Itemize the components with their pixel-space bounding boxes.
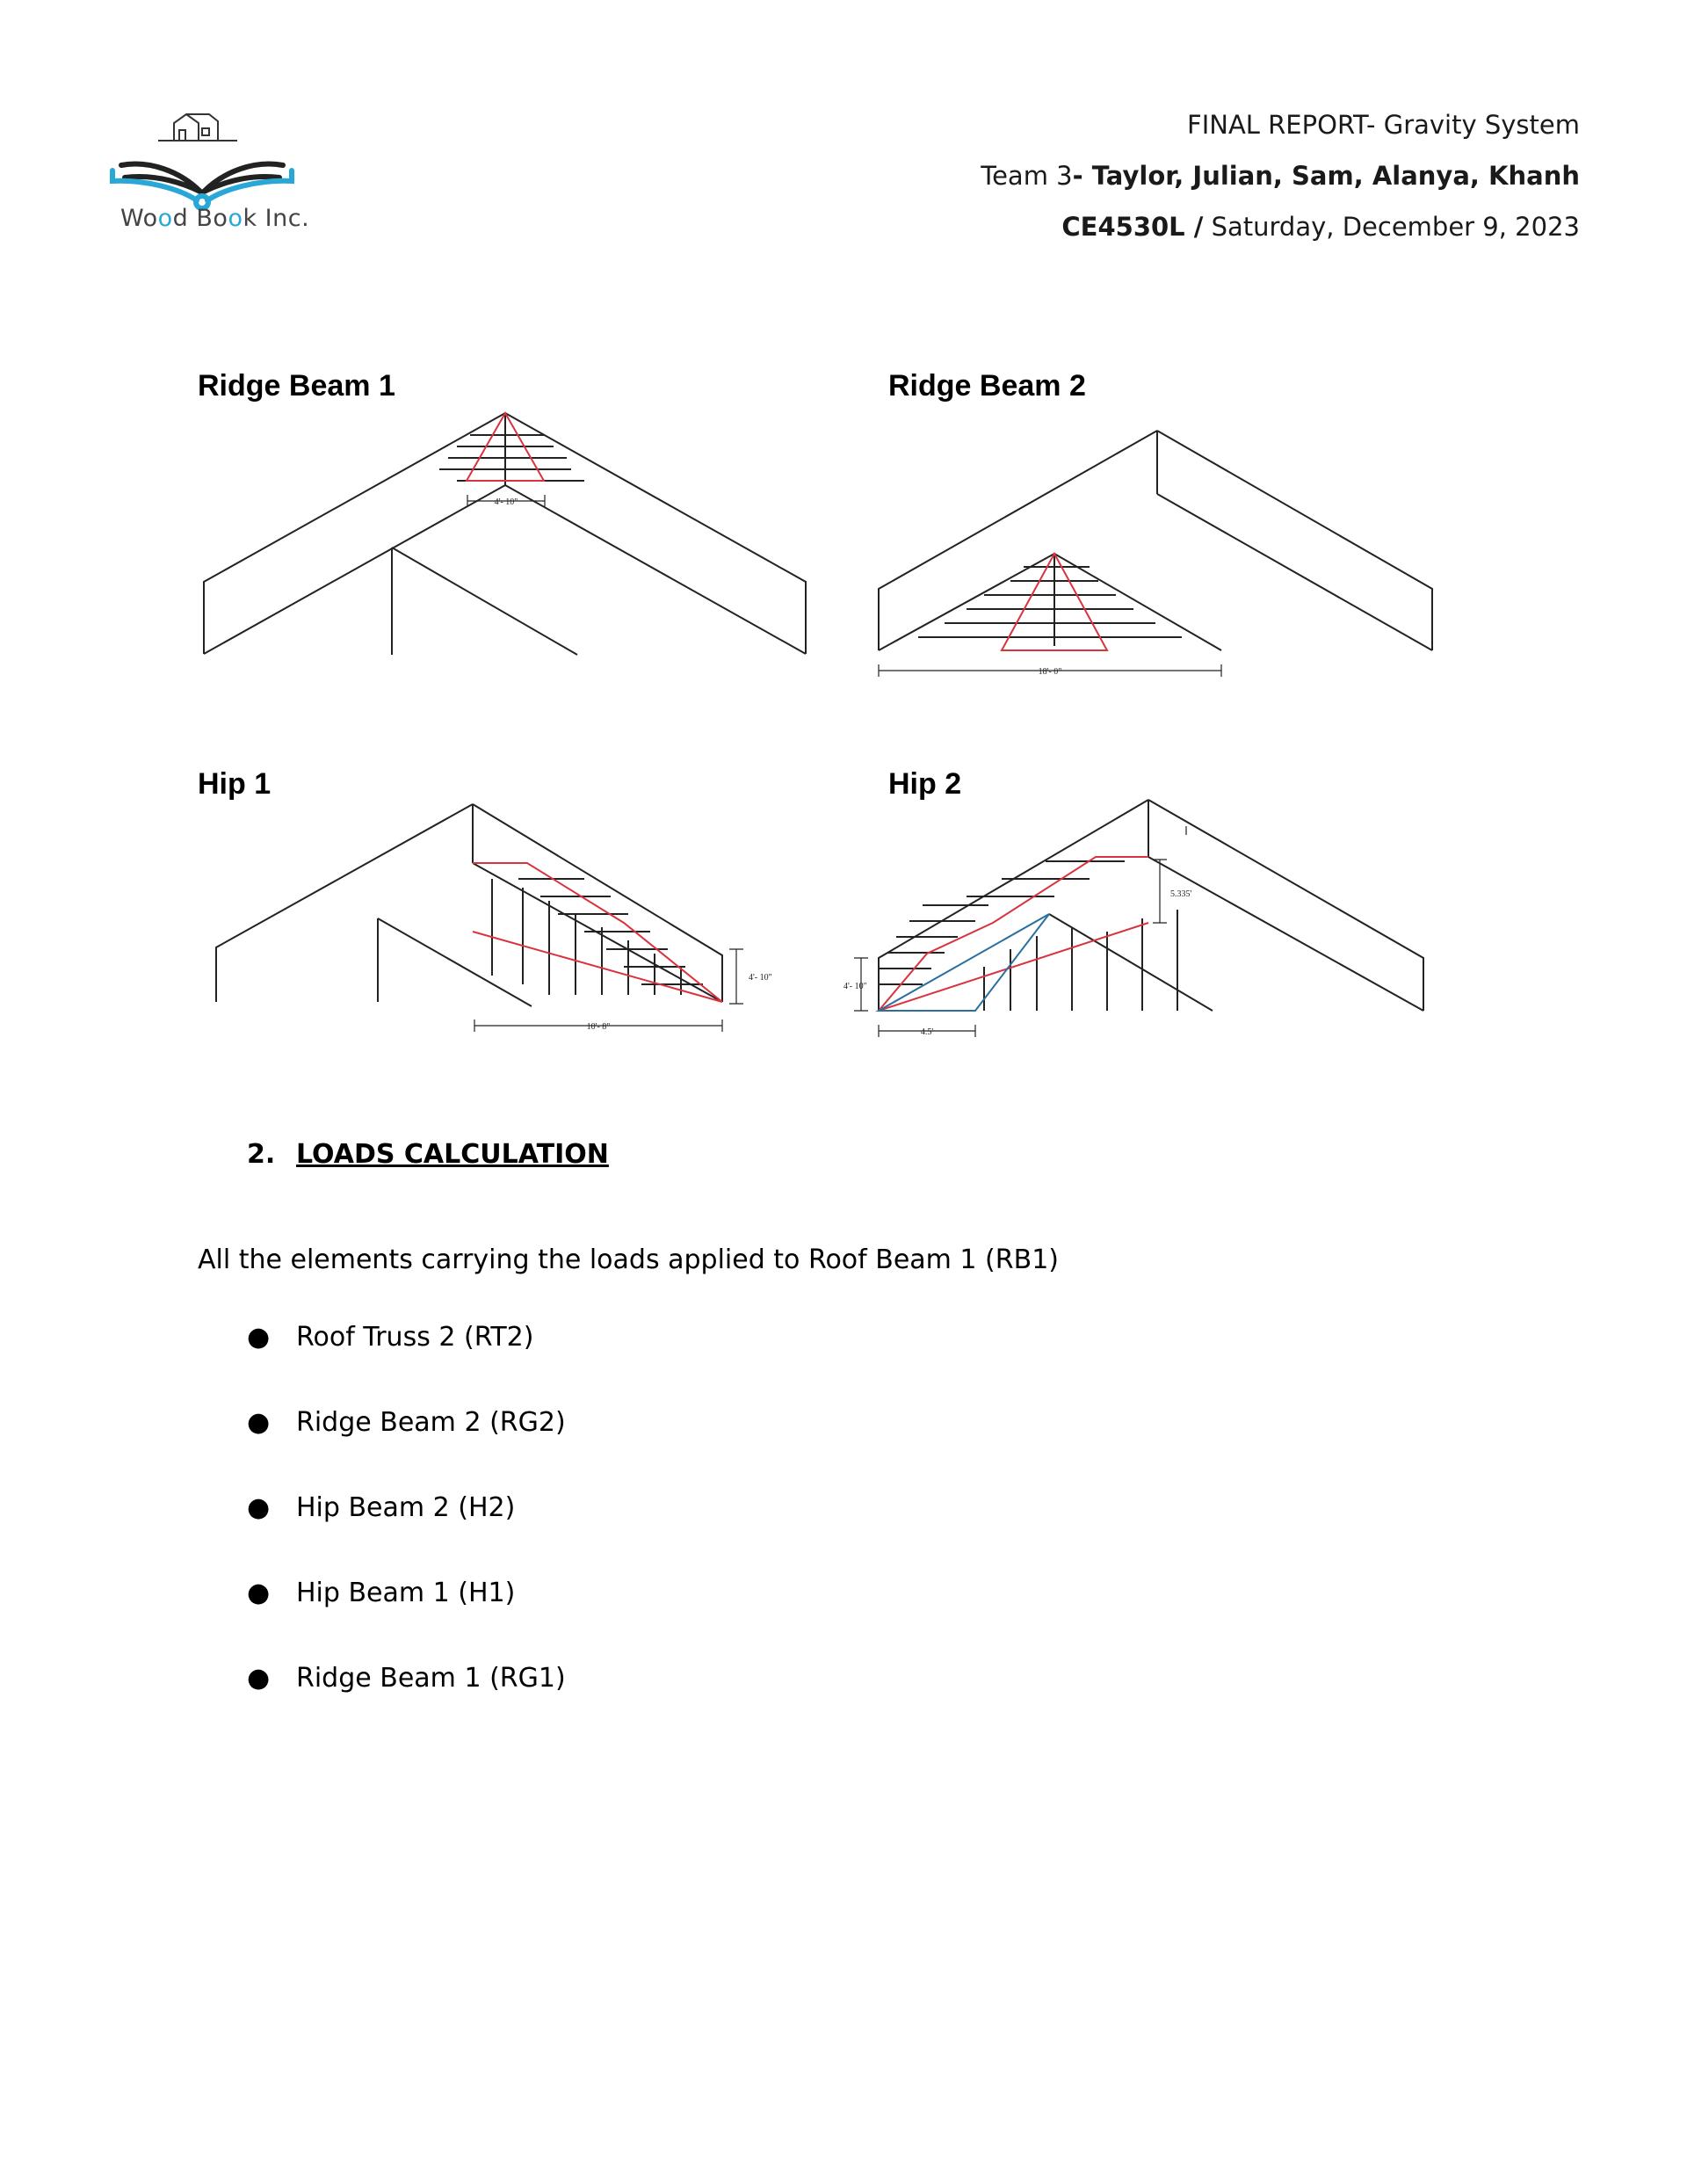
dim-label: 4'- 10" (749, 973, 772, 983)
ridge-beam-1-diagram (193, 404, 826, 668)
intro-paragraph: All the elements carrying the loads applied to Roof Beam 1 (RB1) (198, 1244, 1059, 1275)
load-elements-list (198, 1322, 566, 1748)
bullet-icon: ● (247, 1492, 271, 1523)
bullet-icon: ● (247, 1407, 271, 1438)
course-date-line: CE4530L / Saturday, December 9, 2023 (1061, 212, 1580, 242)
list-item: ● Hip Beam 2 (H2) (198, 1492, 566, 1578)
hip-1-diagram (211, 800, 791, 1037)
dim-label: 4.5' (920, 1027, 934, 1037)
bullet-icon: ● (247, 1663, 271, 1694)
dim-label: 4'- 10" (494, 497, 518, 507)
bullet-icon: ● (247, 1322, 271, 1353)
dim-label: 10'- 8" (586, 1022, 611, 1032)
section-heading (247, 1139, 609, 1170)
list-item: ● Ridge Beam 2 (RG2) (198, 1407, 566, 1492)
figure-title-ridge-beam-2: Ridge Beam 2 (888, 369, 1086, 403)
figure-title-hip-1: Hip 1 (198, 767, 272, 801)
bullet-icon: ● (247, 1578, 271, 1608)
list-item: ● Ridge Beam 1 (RG1) (198, 1663, 566, 1748)
ridge-beam-2-diagram (870, 422, 1450, 686)
team-line: Team 3- Taylor, Julian, Sam, Alanya, Khanh (981, 161, 1580, 191)
report-header (981, 107, 1580, 260)
company-name: Wood Book Inc. (120, 205, 310, 232)
section-title: LOADS CALCULATION (296, 1139, 609, 1170)
section-number: 2. (247, 1139, 276, 1170)
dim-label: 5.335' (1170, 889, 1192, 899)
report-title: FINAL REPORT- Gravity System (1187, 110, 1580, 140)
dim-label: 4'- 10" (844, 982, 867, 991)
list-item: ● Roof Truss 2 (RT2) (198, 1322, 566, 1407)
dim-label: 18'- 0" (1038, 667, 1062, 677)
figure-title-hip-2: Hip 2 (888, 767, 962, 801)
hip-2-diagram (844, 791, 1441, 1055)
list-item: ● Hip Beam 1 (H1) (198, 1578, 566, 1663)
figure-title-ridge-beam-1: Ridge Beam 1 (198, 369, 395, 403)
